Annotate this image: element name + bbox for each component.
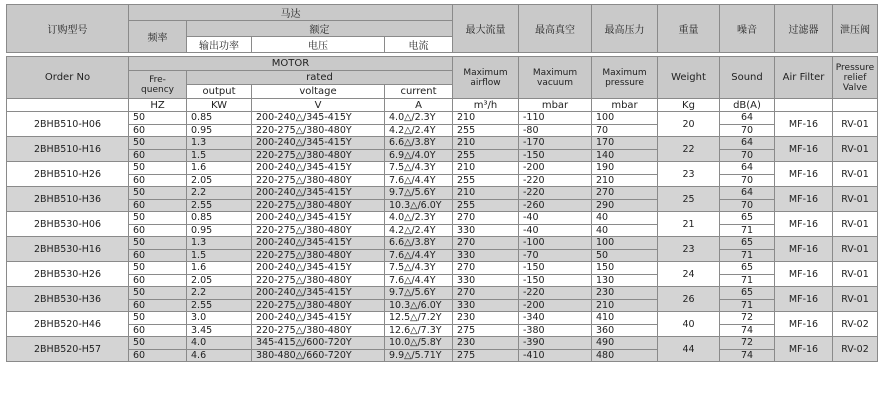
unit-airflow: m³/h [453, 99, 519, 112]
sound-header: Sound [720, 57, 775, 99]
relief-valve-cell: RV-02 [833, 337, 878, 362]
frequency-header: Fre- quency [129, 71, 187, 99]
sound-cell: 65 [720, 287, 775, 300]
output-header: output [187, 85, 252, 99]
vacuum-cell: -80 [519, 124, 592, 137]
output-cell: 2.2 [187, 187, 252, 200]
order-no-cell: 2BHB510-H26 [7, 162, 129, 187]
frequency-cell: 60 [129, 274, 187, 287]
table-row [7, 249, 878, 262]
output-cell: 0.95 [187, 124, 252, 137]
table-row [7, 224, 878, 237]
output-cell: 3.0 [187, 312, 252, 325]
frequency-cell: 50 [129, 162, 187, 175]
table-row [7, 112, 878, 125]
air-filter-cell: MF-16 [775, 162, 833, 187]
pressure-cell: 270 [592, 187, 658, 200]
current-cell: 10.3△/6.0Y [385, 299, 453, 312]
output-cell: 2.2 [187, 287, 252, 300]
air-filter-cell: MF-16 [775, 137, 833, 162]
pressure-cell: 150 [592, 262, 658, 275]
vacuum-cell: -260 [519, 199, 592, 212]
pump-spec-table [6, 56, 878, 362]
sound-cell: 71 [720, 224, 775, 237]
max-airflow-header: Maximum airflow [453, 57, 519, 99]
current-cell: 7.5△/4.3Y [385, 162, 453, 175]
relief-valve-cell: RV-01 [833, 237, 878, 262]
weight-header: Weight [658, 57, 720, 99]
vacuum-cell: -110 [519, 112, 592, 125]
sound-cell: 70 [720, 124, 775, 137]
weight-cell: 24 [658, 262, 720, 287]
vacuum-cell: -100 [519, 237, 592, 250]
vacuum-cell: -170 [519, 137, 592, 150]
pressure-cell: 210 [592, 174, 658, 187]
air-filter-header: Air Filter [775, 57, 833, 99]
current-cell: 9.7△/5.6Y [385, 187, 453, 200]
pressure-cell: 290 [592, 199, 658, 212]
unit-filter-blank [775, 99, 833, 112]
sound-cell: 72 [720, 337, 775, 350]
output-cell: 4.0 [187, 337, 252, 350]
weight-cell: 44 [658, 337, 720, 362]
cn-air-filter-header: 过滤器 [775, 5, 833, 53]
relief-valve-cell: RV-01 [833, 187, 878, 212]
cn-output-header: 输出功率 [187, 37, 252, 53]
table-row [7, 274, 878, 287]
voltage-cell: 200-240△/345-415Y [252, 187, 385, 200]
sound-cell: 70 [720, 174, 775, 187]
pressure-cell: 480 [592, 349, 658, 362]
airflow-cell: 270 [453, 287, 519, 300]
table-row [7, 137, 878, 150]
rated-header: rated [187, 71, 453, 85]
unit-weight: Kg [658, 99, 720, 112]
air-filter-cell: MF-16 [775, 187, 833, 212]
order-no-cell: 2BHB520-H57 [7, 337, 129, 362]
current-cell: 10.3△/6.0Y [385, 199, 453, 212]
frequency-cell: 60 [129, 199, 187, 212]
relief-valve-cell: RV-01 [833, 212, 878, 237]
output-cell: 1.3 [187, 237, 252, 250]
voltage-cell: 200-240△/345-415Y [252, 237, 385, 250]
voltage-cell: 220-275△/380-480Y [252, 199, 385, 212]
airflow-cell: 255 [453, 174, 519, 187]
output-cell: 1.3 [187, 137, 252, 150]
output-cell: 4.6 [187, 349, 252, 362]
vacuum-cell: -340 [519, 312, 592, 325]
cn-max-vacuum-header: 最高真空 [519, 5, 592, 53]
table-row [7, 199, 878, 212]
voltage-cell: 200-240△/345-415Y [252, 287, 385, 300]
frequency-cell: 50 [129, 137, 187, 150]
vacuum-cell: -220 [519, 287, 592, 300]
voltage-cell: 200-240△/345-415Y [252, 162, 385, 175]
frequency-cell: 50 [129, 312, 187, 325]
airflow-cell: 330 [453, 299, 519, 312]
cn-order-no-header: 订购型号 [7, 5, 129, 53]
table-row [7, 262, 878, 275]
voltage-cell: 220-275△/380-480Y [252, 274, 385, 287]
motor-header: MOTOR [129, 57, 453, 71]
airflow-cell: 275 [453, 324, 519, 337]
cn-sound-header: 噪音 [720, 5, 775, 53]
pressure-cell: 210 [592, 299, 658, 312]
weight-cell: 26 [658, 287, 720, 312]
voltage-cell: 200-240△/345-415Y [252, 262, 385, 275]
current-cell: 7.6△/4.4Y [385, 274, 453, 287]
order-no-cell: 2BHB510-H06 [7, 112, 129, 137]
air-filter-cell: MF-16 [775, 337, 833, 362]
table-row [7, 162, 878, 175]
frequency-cell: 50 [129, 262, 187, 275]
relief-valve-cell: RV-01 [833, 262, 878, 287]
frequency-cell: 50 [129, 112, 187, 125]
current-cell: 7.5△/4.3Y [385, 262, 453, 275]
order-no-cell: 2BHB530-H06 [7, 212, 129, 237]
cn-rated-header: 额定 [187, 21, 453, 37]
unit-voltage: V [252, 99, 385, 112]
sound-cell: 71 [720, 274, 775, 287]
current-cell: 4.0△/2.3Y [385, 112, 453, 125]
frequency-cell: 60 [129, 174, 187, 187]
voltage-cell: 220-275△/380-480Y [252, 174, 385, 187]
cn-max-pressure-header: 最高压力 [592, 5, 658, 53]
airflow-cell: 275 [453, 349, 519, 362]
vacuum-cell: -70 [519, 249, 592, 262]
unit-vacuum: mbar [519, 99, 592, 112]
table-row [7, 312, 878, 325]
voltage-cell: 220-275△/380-480Y [252, 124, 385, 137]
airflow-cell: 270 [453, 262, 519, 275]
sound-cell: 70 [720, 149, 775, 162]
frequency-cell: 60 [129, 299, 187, 312]
output-cell: 1.5 [187, 149, 252, 162]
units-row-blank [7, 99, 129, 112]
table-row [7, 324, 878, 337]
table-row [7, 287, 878, 300]
order-no-cell: 2BHB510-H16 [7, 137, 129, 162]
cn-relief-valve-header: 泄压阀 [833, 5, 878, 53]
pressure-cell: 50 [592, 249, 658, 262]
current-cell: 9.9△/5.71Y [385, 349, 453, 362]
table-row [7, 349, 878, 362]
unit-frequency: HZ [129, 99, 187, 112]
weight-cell: 20 [658, 112, 720, 137]
vacuum-cell: -200 [519, 299, 592, 312]
pressure-cell: 40 [592, 224, 658, 237]
spec-table-body [7, 112, 878, 362]
airflow-cell: 210 [453, 137, 519, 150]
pressure-cell: 130 [592, 274, 658, 287]
pressure-cell: 100 [592, 237, 658, 250]
table-row [7, 174, 878, 187]
sound-cell: 64 [720, 187, 775, 200]
relief-valve-cell: RV-01 [833, 287, 878, 312]
current-cell: 7.6△/4.4Y [385, 174, 453, 187]
max-pressure-header: Maximum pressure [592, 57, 658, 99]
vacuum-cell: -150 [519, 262, 592, 275]
relief-valve-cell: RV-01 [833, 112, 878, 137]
output-cell: 2.05 [187, 274, 252, 287]
voltage-cell: 200-240△/345-415Y [252, 137, 385, 150]
output-cell: 0.95 [187, 224, 252, 237]
sound-cell: 65 [720, 262, 775, 275]
weight-cell: 23 [658, 237, 720, 262]
current-cell: 7.6△/4.4Y [385, 249, 453, 262]
vacuum-cell: -220 [519, 187, 592, 200]
pressure-cell: 170 [592, 137, 658, 150]
cn-max-airflow-header: 最大流量 [453, 5, 519, 53]
chinese-header-table [6, 4, 878, 53]
frequency-cell: 50 [129, 212, 187, 225]
cn-current-header: 电流 [385, 37, 453, 53]
airflow-cell: 255 [453, 124, 519, 137]
current-cell: 9.7△/5.6Y [385, 287, 453, 300]
sound-cell: 72 [720, 312, 775, 325]
unit-output: KW [187, 99, 252, 112]
output-cell: 2.05 [187, 174, 252, 187]
air-filter-cell: MF-16 [775, 287, 833, 312]
voltage-header: voltage [252, 85, 385, 99]
vacuum-cell: -150 [519, 149, 592, 162]
pressure-cell: 40 [592, 212, 658, 225]
weight-cell: 21 [658, 212, 720, 237]
voltage-cell: 380-480△/660-720Y [252, 349, 385, 362]
vacuum-cell: -380 [519, 324, 592, 337]
output-cell: 1.6 [187, 162, 252, 175]
pressure-cell: 410 [592, 312, 658, 325]
frequency-cell: 60 [129, 324, 187, 337]
sound-cell: 65 [720, 237, 775, 250]
frequency-cell: 50 [129, 187, 187, 200]
voltage-cell: 220-275△/380-480Y [252, 149, 385, 162]
airflow-cell: 230 [453, 337, 519, 350]
output-cell: 1.5 [187, 249, 252, 262]
sound-cell: 71 [720, 249, 775, 262]
vacuum-cell: -40 [519, 212, 592, 225]
weight-cell: 22 [658, 137, 720, 162]
pressure-cell: 70 [592, 124, 658, 137]
vacuum-cell: -150 [519, 274, 592, 287]
vacuum-cell: -200 [519, 162, 592, 175]
voltage-cell: 220-275△/380-480Y [252, 224, 385, 237]
output-cell: 3.45 [187, 324, 252, 337]
order-no-cell: 2BHB510-H36 [7, 187, 129, 212]
frequency-cell: 60 [129, 124, 187, 137]
vacuum-cell: -410 [519, 349, 592, 362]
table-row [7, 149, 878, 162]
current-header: current [385, 85, 453, 99]
airflow-cell: 330 [453, 249, 519, 262]
pressure-cell: 490 [592, 337, 658, 350]
airflow-cell: 270 [453, 212, 519, 225]
weight-cell: 25 [658, 187, 720, 212]
table-row [7, 237, 878, 250]
current-cell: 6.6△/3.8Y [385, 237, 453, 250]
frequency-cell: 60 [129, 349, 187, 362]
frequency-cell: 60 [129, 249, 187, 262]
cn-voltage-header: 电压 [252, 37, 385, 53]
vacuum-cell: -390 [519, 337, 592, 350]
output-cell: 0.85 [187, 212, 252, 225]
output-cell: 2.55 [187, 299, 252, 312]
pressure-cell: 230 [592, 287, 658, 300]
sound-cell: 64 [720, 162, 775, 175]
airflow-cell: 330 [453, 224, 519, 237]
air-filter-cell: MF-16 [775, 237, 833, 262]
order-no-cell: 2BHB520-H46 [7, 312, 129, 337]
sound-cell: 71 [720, 299, 775, 312]
air-filter-cell: MF-16 [775, 262, 833, 287]
current-cell: 12.6△/7.3Y [385, 324, 453, 337]
voltage-cell: 200-240△/345-415Y [252, 112, 385, 125]
frequency-cell: 50 [129, 237, 187, 250]
frequency-cell: 60 [129, 149, 187, 162]
unit-pressure: mbar [592, 99, 658, 112]
table-row [7, 299, 878, 312]
airflow-cell: 230 [453, 312, 519, 325]
max-vacuum-header: Maximum vacuum [519, 57, 592, 99]
relief-valve-cell: RV-01 [833, 137, 878, 162]
sound-cell: 74 [720, 349, 775, 362]
cn-weight-header: 重量 [658, 5, 720, 53]
relief-valve-header: Pressure relief Valve [833, 57, 878, 99]
current-cell: 4.2△/2.4Y [385, 124, 453, 137]
relief-valve-cell: RV-02 [833, 312, 878, 337]
relief-valve-cell: RV-01 [833, 162, 878, 187]
cn-motor-header: 马达 [129, 5, 453, 21]
order-no-cell: 2BHB530-H16 [7, 237, 129, 262]
frequency-cell: 60 [129, 224, 187, 237]
current-cell: 6.9△/4.0Y [385, 149, 453, 162]
current-cell: 12.5△/7.2Y [385, 312, 453, 325]
table-row [7, 337, 878, 350]
vacuum-cell: -220 [519, 174, 592, 187]
output-cell: 0.85 [187, 112, 252, 125]
table-row [7, 187, 878, 200]
vacuum-cell: -40 [519, 224, 592, 237]
airflow-cell: 210 [453, 112, 519, 125]
unit-valve-blank [833, 99, 878, 112]
output-cell: 2.55 [187, 199, 252, 212]
voltage-cell: 220-275△/380-480Y [252, 299, 385, 312]
pressure-cell: 360 [592, 324, 658, 337]
airflow-cell: 210 [453, 162, 519, 175]
current-cell: 6.6△/3.8Y [385, 137, 453, 150]
order-no-header: Order No [7, 57, 129, 99]
unit-current: A [385, 99, 453, 112]
airflow-cell: 330 [453, 274, 519, 287]
current-cell: 10.0△/5.8Y [385, 337, 453, 350]
airflow-cell: 255 [453, 149, 519, 162]
frequency-cell: 50 [129, 287, 187, 300]
current-cell: 4.0△/2.3Y [385, 212, 453, 225]
frequency-cell: 50 [129, 337, 187, 350]
air-filter-cell: MF-16 [775, 312, 833, 337]
pressure-cell: 140 [592, 149, 658, 162]
output-cell: 1.6 [187, 262, 252, 275]
pressure-cell: 100 [592, 112, 658, 125]
unit-sound: dB(A) [720, 99, 775, 112]
voltage-cell: 200-240△/345-415Y [252, 212, 385, 225]
sound-cell: 64 [720, 137, 775, 150]
voltage-cell: 220-275△/380-480Y [252, 249, 385, 262]
order-no-cell: 2BHB530-H36 [7, 287, 129, 312]
order-no-cell: 2BHB530-H26 [7, 262, 129, 287]
sound-cell: 74 [720, 324, 775, 337]
table-row [7, 124, 878, 137]
cn-frequency-header: 频率 [129, 21, 187, 53]
sound-cell: 70 [720, 199, 775, 212]
table-row [7, 212, 878, 225]
voltage-cell: 220-275△/380-480Y [252, 324, 385, 337]
airflow-cell: 270 [453, 237, 519, 250]
sound-cell: 65 [720, 212, 775, 225]
air-filter-cell: MF-16 [775, 112, 833, 137]
airflow-cell: 210 [453, 187, 519, 200]
weight-cell: 40 [658, 312, 720, 337]
weight-cell: 23 [658, 162, 720, 187]
airflow-cell: 255 [453, 199, 519, 212]
sound-cell: 64 [720, 112, 775, 125]
voltage-cell: 200-240△/345-415Y [252, 312, 385, 325]
current-cell: 4.2△/2.4Y [385, 224, 453, 237]
air-filter-cell: MF-16 [775, 212, 833, 237]
voltage-cell: 345-415△/600-720Y [252, 337, 385, 350]
pressure-cell: 190 [592, 162, 658, 175]
